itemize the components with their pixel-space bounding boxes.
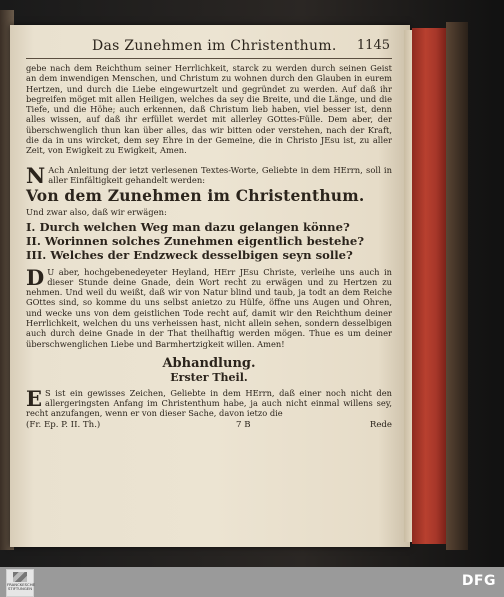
logo-text: FRANCKESCHE STIFTUNGEN bbox=[7, 582, 35, 592]
logo-mark-icon bbox=[13, 572, 27, 582]
question-item: II. Worinnen solches Zunehmen eigentlich bestehe? bbox=[26, 234, 364, 249]
institution-logo[interactable] bbox=[6, 569, 34, 597]
page-footer bbox=[26, 420, 392, 432]
intro-text: Ach Anleitung der ietzt verlesenen Textes-Worte, Geliebte in dem HErrn, soll in aller Einfältigkeit gehandelt werden: bbox=[48, 164, 392, 186]
dfg-logo[interactable]: DFG bbox=[461, 573, 496, 589]
viewer-footer-bar bbox=[0, 567, 504, 597]
lead-in: Und zwar also, daß wir erwägen: bbox=[26, 207, 167, 218]
page-text-block bbox=[26, 38, 392, 432]
right-cover-edge bbox=[446, 22, 468, 550]
running-head bbox=[26, 38, 392, 59]
question-list bbox=[26, 220, 392, 263]
section-initial: E bbox=[26, 385, 43, 411]
prayer-initial: D bbox=[26, 264, 45, 290]
page-number: 1145 bbox=[356, 38, 390, 53]
prayer-text: U aber, hochgebenedeyeter Heyland, HErr JEsu Christe, verleihe uns auch in dieser Stunde deine Gnade, dein Wort recht zu erwägen und zu Hertzen zu nehmen. Und weil du weißt, daß wir von Natur blind und taub, ja todt an dem Reiche GOttes sind, so komme du uns selbst anietzo zu Hülfe, öffne uns Augen und Ohren, und wecke uns von dem geistlichen Tode recht auf, damit wir den Reichthum deiner Herrlichkeit, welchen du uns verheissen hast, nicht allein sehen, sondern desselbigen auch durch deine Gnade in der That theilhaftig werden mögen. Thue es um deiner überschwenglichen Liebe und Barmhertzigkeit willen. Amen! bbox=[26, 266, 392, 349]
paragraph-1: gebe nach dem Reichthum seiner Herrlichkeit, starck zu werden durch seinen Geist an dem inwendigen Menschen, und Christum zu wohnen durch den Glauben in eurem Hertzen, und durch die Liebe eingewurtzelt und gegründet zu werden. Auf daß ihr begreifen möget mit allen Heiligen, welches da sey die Breite, und die Länge, und die Tiefe, und die Höhe; auch erkennen, daß Christum lieb haben, viel besser ist, denn alles wissen, auf daß ihr erfüllet werdet mit allerley GOttes-Fülle. Dem aber, der überschwenglich thun kan über alles, das wir bitten oder verstehen, nach der Kraft, die da in uns wircket, dem sey Ehre in der Gemeine, die in Christo JEsu ist, zu aller Zeit, von Ewigkeit zu Ewigkeit, Amen. bbox=[26, 63, 392, 156]
section-text: S ist ein gewisses Zeichen, Geliebte in dem HErrn, daß einer noch nicht den allergeringsten Anfang im Christenthum habe, ja auch nicht einmal willens sey, recht anzufangen, wenn er von dieser Sache, davon ietzo die bbox=[26, 387, 392, 419]
catchword: Rede bbox=[369, 419, 392, 430]
signature-mark: (Fr. Ep. P. II. Th.) bbox=[26, 419, 101, 430]
section-heading: Abhandlung. bbox=[162, 355, 256, 371]
intro-paragraph bbox=[26, 162, 392, 188]
red-page-edge bbox=[412, 28, 446, 544]
running-title: Das Zunehmen im Christenthum. bbox=[92, 38, 337, 54]
prayer-paragraph bbox=[26, 264, 392, 349]
question-item: I. Durch welchen Weg man dazu gelangen könne? bbox=[26, 219, 350, 234]
section-paragraph bbox=[26, 385, 392, 419]
question-item: III. Welches der Endzweck desselbigen seyn solle? bbox=[26, 248, 353, 263]
sermon-title: Von dem Zunehmen im Christenthum. bbox=[26, 186, 365, 206]
norm-mark: 7 B bbox=[236, 419, 251, 430]
section-subheading: Erster Theil. bbox=[170, 370, 248, 384]
intro-initial: N bbox=[26, 162, 46, 188]
